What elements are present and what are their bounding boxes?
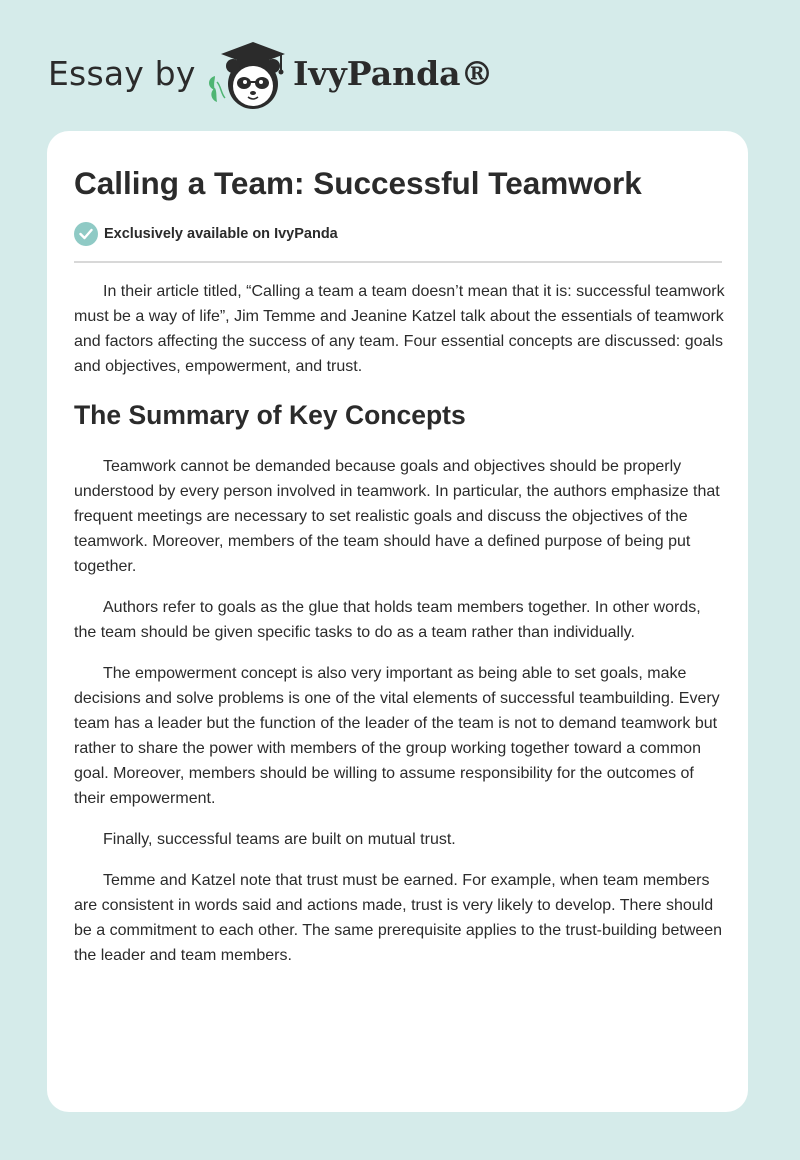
- badge-label: Exclusively available on IvyPanda: [104, 226, 338, 242]
- article-body: [74, 279, 726, 984]
- body-paragraph: Temme and Katzel note that trust must be earned. For example, when team members are consistent in words said and actions made, trust is very likely to develop. There should be a commitment to each other. The same prerequisite applies to the trust-building between the leader and team members.: [74, 872, 723, 964]
- essay-card: [47, 131, 748, 1112]
- body-paragraph: Finally, successful teams are built on mutual trust.: [103, 831, 456, 848]
- brand-name[interactable]: IvyPanda®: [293, 54, 494, 93]
- section-heading: The Summary of Key Concepts: [74, 400, 466, 430]
- page-title: Calling a Team: Successful Teamwork: [74, 165, 642, 201]
- essay-by-label: Essay by: [48, 54, 196, 93]
- checkmark-icon: [74, 222, 98, 246]
- panda-logo-icon[interactable]: [203, 36, 293, 112]
- body-paragraph: Authors refer to goals as the glue that holds team members together. In other words, the team should be given specific tasks to do as a team rather than individually.: [74, 599, 701, 641]
- body-paragraph: Teamwork cannot be demanded because goals and objectives should be properly understood by every person involved in teamwork. In particular, the authors emphasize that frequent meetings are necessary to set realistic goals and discuss the objectives of the teamwork. Moreover, members of the team should have a defined purpose of being put together.: [74, 458, 720, 575]
- divider: [74, 261, 722, 263]
- site-header: [48, 32, 528, 112]
- body-paragraph: The empowerment concept is also very important as being able to set goals, make decisions and solve problems is one of the vital elements of successful teambuilding. Every team has a leader but the function of the leader of the team is not to demand teamwork but rather to share the power with members of the group working together toward a common goal. Moreover, members should be willing to assume responsibility for the outcomes of their empowerment.: [74, 665, 720, 807]
- exclusive-badge: [74, 222, 338, 246]
- intro-paragraph: In their article titled, “Calling a team a team doesn’t mean that it is: successful teamwork must be a way of life”, Jim Temme and Jeanine Katzel talk about the essentials of teamwork and factors affecting the success of any team. Four essential concepts are discussed: goals and objectives, empowerment, and trust.: [74, 283, 725, 375]
